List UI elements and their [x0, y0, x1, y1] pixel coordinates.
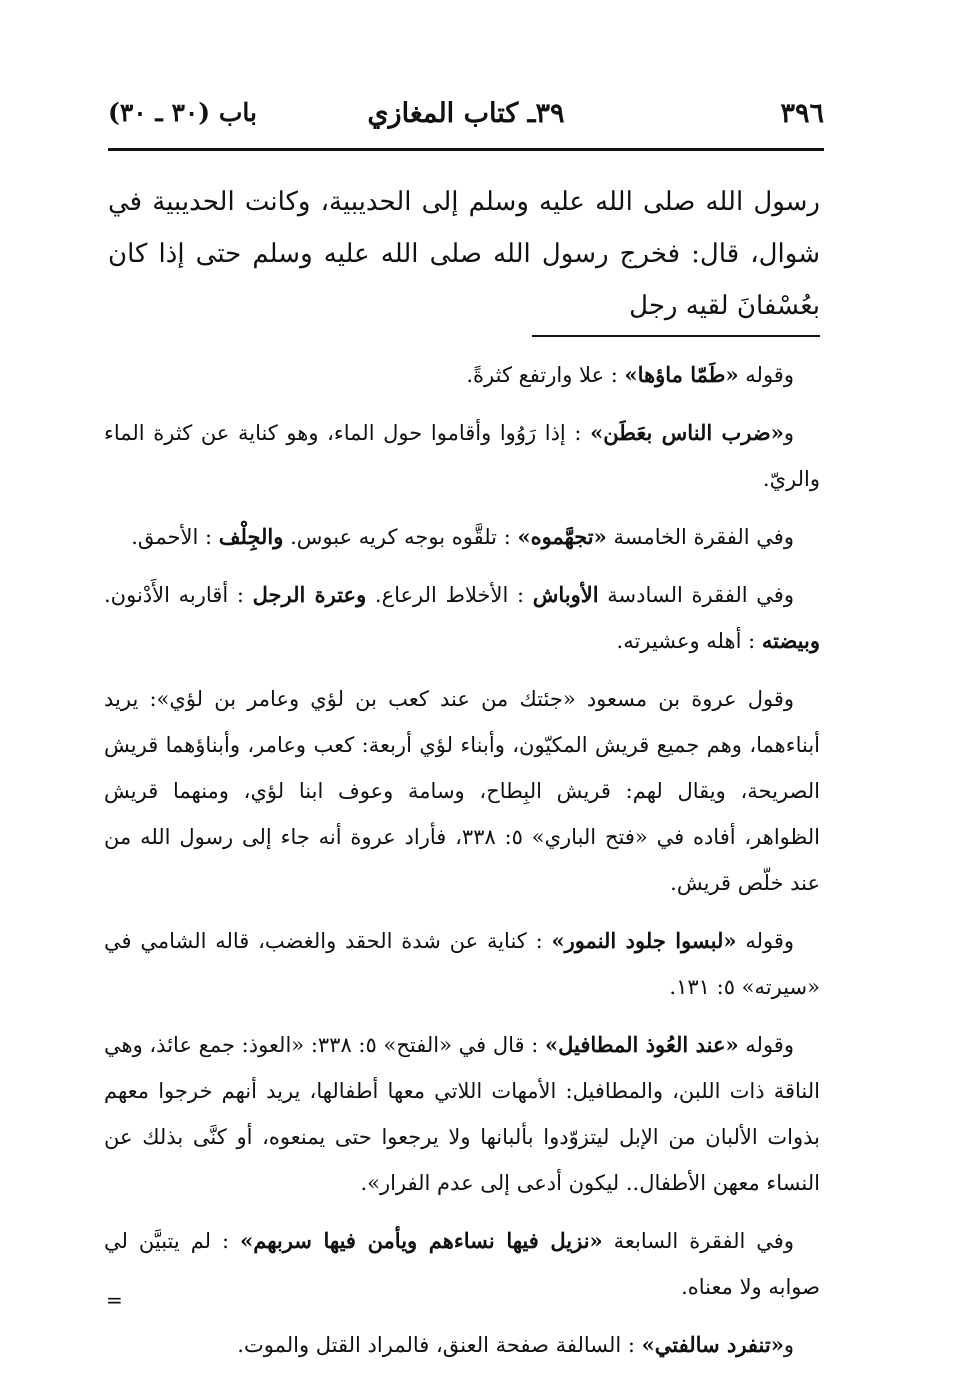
footnote-term: «نزيل فيها نساءهم ويأمن فيها سربهم»	[240, 1228, 603, 1253]
footnote-text: وقوله	[738, 363, 794, 387]
footnote-text: وفي الفقرة السادسة	[598, 583, 794, 607]
footnotes	[104, 352, 820, 1380]
footnote-paragraph	[104, 352, 820, 398]
footnote-paragraph	[104, 1218, 820, 1310]
main-text	[108, 176, 820, 332]
footnote-text: : الأخلاط الرعاع.	[366, 583, 533, 607]
footnote-paragraph	[104, 572, 820, 664]
footnote-text: : إذا رَوُوا وأقاموا حول الماء، وهو كناية عن كثرة الماء والريّ.	[104, 421, 820, 491]
footnote-divider	[532, 335, 820, 337]
footnote-term: «تنفرد سالفتي»	[641, 1332, 784, 1357]
footnote-paragraph	[104, 1322, 820, 1368]
footnote-text: : أقاربه الأَدْنون.	[104, 583, 253, 607]
footnote-text: وقوله	[736, 929, 795, 953]
footnote-term: وعترة الرجل	[252, 582, 367, 607]
footnote-paragraph	[104, 1022, 820, 1206]
book-title: ٣٩ـ كتاب المغازي	[367, 98, 565, 129]
footnote-term: «تجهَّموه»	[517, 524, 607, 549]
footnote-term: الأوباش	[532, 582, 599, 607]
footnote-paragraph	[104, 676, 820, 906]
footnote-text: و	[783, 421, 795, 445]
chapter-label: باب (٣٠ ـ ٣٠)	[108, 98, 257, 127]
footnote-text: و	[783, 1333, 794, 1357]
footnote-text: : السالفة صفحة العنق، فالمراد القتل والموت.	[237, 1333, 642, 1357]
continuation-mark: =	[106, 1288, 123, 1312]
footnote-text: : قال في «الفتح» ٥: ٣٣٨: «العوذ: جمع عائذ، وهي الناقة ذات اللبن، والمطافيل: الأمهات اللاتي معها أطفالها، يريد أنهم خرجوا معهم بذوات الألبان من الإبل ليتزوّدوا بألبانها ولا يرجعوا حتى يمنعوه، أو كنَّى بذلك عن النساء معهن الأطفال.. ليكون أدعى إلى عدم الفرار».	[104, 1033, 820, 1195]
footnote-text: : علا وارتفع كثرةً.	[466, 363, 625, 387]
footnote-paragraph	[104, 410, 820, 502]
footnote-text: وقول عروة بن مسعود «جئتك من عند كعب بن لؤي وعامر بن لؤي»: يريد أبناءهما، وهم جميع قريش المكيّون، وأبناء لؤي أربعة: كعب وعامر، وأبناؤهما قريش الصريحة، ويقال لهم: قريش البِطاح، وسامة وعوف ابنا لؤي، ومنهما قريش الظواهر، أفاده في «فتح الباري» ٥: ٣٣٨، فأراد عروة أنه جاء إلى رسول الله من عند خلّص قريش.	[104, 687, 820, 895]
footnote-term: «عند العُوذ المطافيل»	[544, 1032, 739, 1057]
footnote-term: «لبسوا جلود النمور»	[551, 928, 737, 953]
page-header	[108, 92, 824, 140]
footnote-term: وبيضته	[761, 628, 820, 653]
page-number: ٣٩٦	[780, 98, 824, 129]
footnote-text: : الأحمق.	[131, 525, 219, 549]
header-divider	[108, 148, 824, 151]
footnote-term: والجِلْف	[218, 524, 284, 549]
footnote-text: : أهله وعشيرته.	[616, 629, 762, 653]
footnote-paragraph	[104, 918, 820, 1010]
footnote-text: وفي الفقرة الخامسة	[606, 525, 794, 549]
footnote-term: «ضرب الناس بعَطَن»	[590, 420, 784, 445]
footnote-term: «طَمّا ماؤها»	[624, 362, 739, 387]
footnote-text: : كناية عن شدة الحقد والغضب، قاله الشامي في «سيرته» ٥: ١٣١.	[104, 929, 820, 999]
footnote-text: : لم يتبيَّن لي صوابه ولا معناه.	[104, 1229, 820, 1299]
footnote-text: : تلقَّوه بوجه كريه عبوس.	[283, 525, 518, 549]
footnote-text: وقوله	[738, 1033, 794, 1057]
main-paragraph: رسول الله صلى الله عليه وسلم إلى الحديبية، وكانت الحديبية في شوال، قال: فخرج رسول الله صلى الله عليه وسلم حتى إذا كان بعُسْفانَ لقيه رجل	[108, 187, 820, 321]
footnote-text: وفي الفقرة السابعة	[602, 1229, 794, 1253]
footnote-paragraph	[104, 514, 820, 560]
